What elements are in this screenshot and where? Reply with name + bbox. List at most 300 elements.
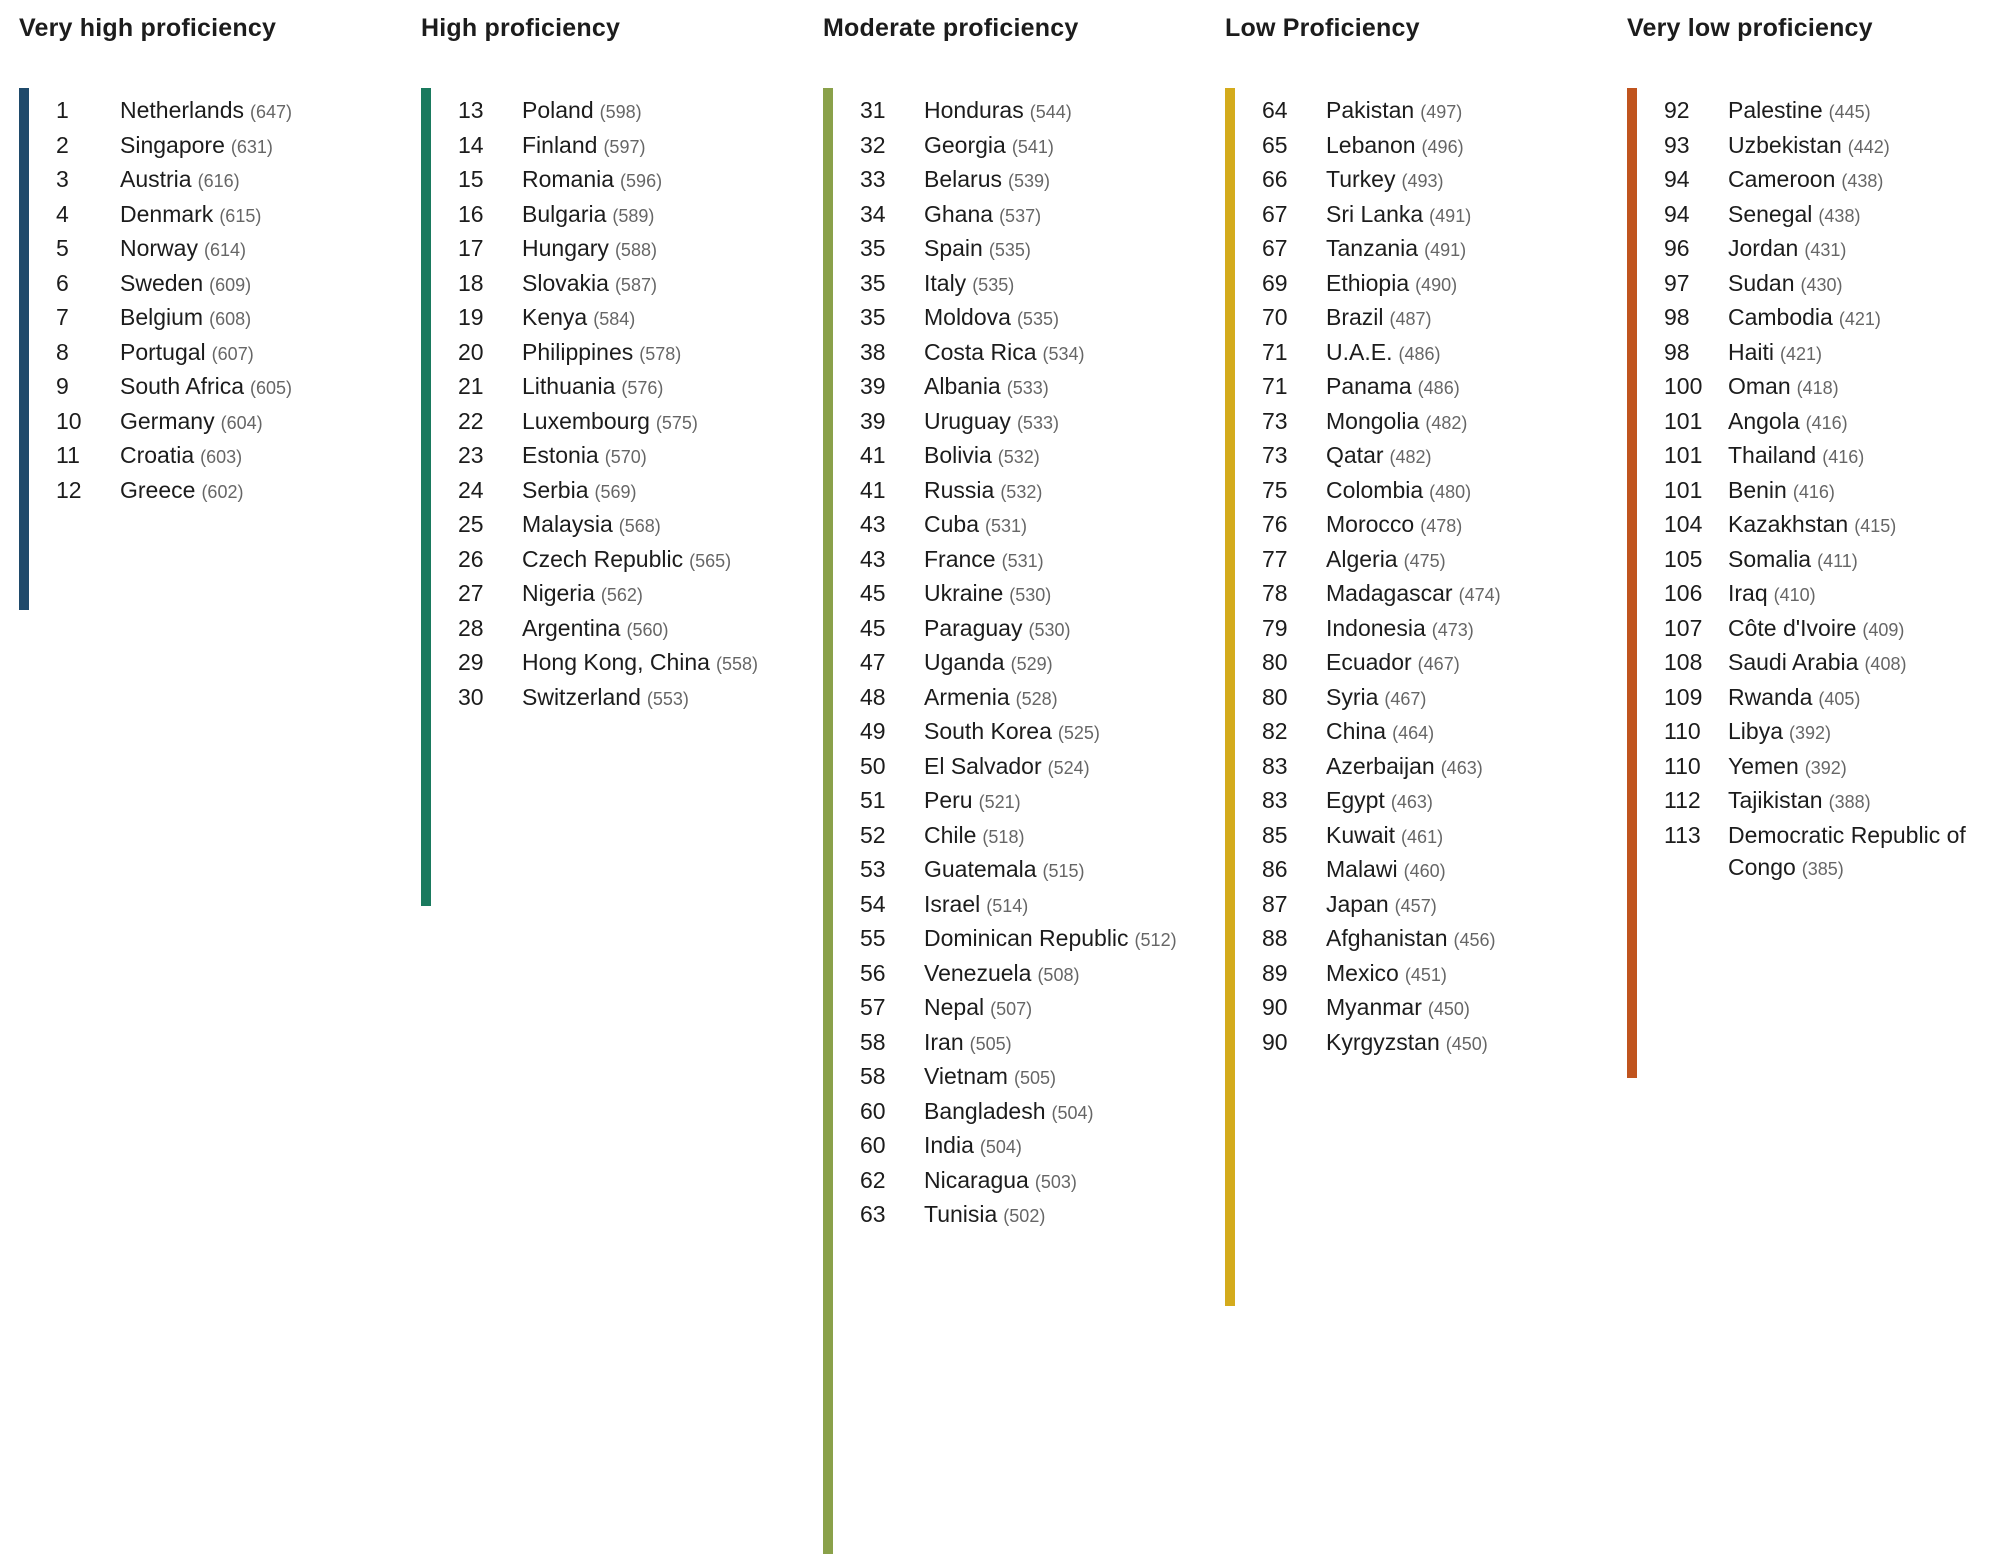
ranking-row <box>1225 232 1625 267</box>
country-name: Philippines <box>522 338 634 365</box>
rank-number: 71 <box>1262 373 1288 399</box>
rank-number: 1 <box>56 97 69 123</box>
country-name: Senegal <box>1728 200 1813 227</box>
country-name: Cambodia <box>1728 304 1833 330</box>
ranking-row <box>421 405 821 440</box>
country-name: Venezuela <box>924 959 1032 986</box>
country-score: (463) <box>1390 792 1433 812</box>
country-entry <box>120 405 390 440</box>
country-entry <box>1728 819 1998 886</box>
country-name: Malaysia <box>522 511 613 537</box>
rank-number: 32 <box>860 131 886 158</box>
rank-number: 108 <box>1664 649 1703 675</box>
rank-number: 45 <box>860 614 886 641</box>
rank-number: 90 <box>1262 1028 1288 1055</box>
ranking-row <box>1627 232 2000 267</box>
country-entry <box>924 405 1194 440</box>
country-entry <box>1326 819 1596 854</box>
country-entry <box>1728 163 1998 198</box>
country-name: Armenia <box>924 683 1010 710</box>
ranking-row <box>1225 991 1625 1026</box>
rank-number: 8 <box>56 338 69 365</box>
rank-number: 88 <box>1262 925 1288 951</box>
country-entry <box>924 1164 1194 1199</box>
ranking-row <box>823 508 1223 543</box>
country-score: (421) <box>1838 309 1881 329</box>
country-name: Bangladesh <box>924 1097 1046 1124</box>
country-score: (535) <box>1016 309 1059 329</box>
ranking-row <box>823 819 1223 854</box>
country-name: Sweden <box>120 269 204 296</box>
country-entry <box>1728 129 1998 164</box>
rank-number: 45 <box>860 580 886 606</box>
rank-number: 77 <box>1262 545 1288 572</box>
ranking-row <box>19 336 419 371</box>
country-entry <box>924 129 1194 164</box>
country-score: (491) <box>1429 205 1472 226</box>
rank-number: 11 <box>56 442 80 468</box>
country-entry <box>522 508 792 543</box>
country-entry <box>1326 232 1596 267</box>
country-score: (493) <box>1401 171 1444 191</box>
ranking-row <box>421 646 821 681</box>
country-score: (416) <box>1792 481 1835 502</box>
country-entry <box>522 370 792 405</box>
rank-number: 15 <box>458 166 484 192</box>
country-score: (503) <box>1034 1171 1077 1192</box>
ranking-row <box>19 439 419 474</box>
ranking-row <box>823 957 1223 992</box>
country-name: Colombia <box>1326 476 1424 503</box>
ranking-row <box>1627 405 2000 440</box>
rank-number: 57 <box>860 994 886 1020</box>
country-name: Brazil <box>1326 304 1384 330</box>
country-entry <box>924 715 1194 750</box>
country-name: France <box>924 545 996 572</box>
country-entry <box>1326 405 1596 440</box>
country-score: (512) <box>1134 930 1177 950</box>
ranking-row <box>823 1164 1223 1199</box>
country-name: Afghanistan <box>1326 925 1448 951</box>
rank-number: 7 <box>56 304 69 330</box>
country-name: Hong Kong, China <box>522 649 710 675</box>
country-score: (616) <box>197 171 240 191</box>
country-entry <box>924 681 1194 716</box>
country-score: (532) <box>997 447 1040 467</box>
country-name: Israel <box>924 890 981 917</box>
rank-number: 96 <box>1664 235 1690 261</box>
ranking-row <box>823 439 1223 474</box>
rank-number: 10 <box>56 407 82 434</box>
country-score: (530) <box>1028 619 1071 640</box>
country-entry <box>1326 853 1596 888</box>
country-name: Lebanon <box>1326 131 1416 158</box>
country-score: (438) <box>1818 205 1861 226</box>
country-score: (431) <box>1804 240 1847 260</box>
ranking-row <box>1225 681 1625 716</box>
ranking-row <box>1627 163 2000 198</box>
rank-number: 67 <box>1262 200 1288 227</box>
country-entry <box>522 646 792 681</box>
country-entry <box>1728 370 1998 405</box>
column-title: Very low proficiency <box>1627 14 1873 42</box>
country-score: (529) <box>1010 654 1053 674</box>
country-name: Mongolia <box>1326 407 1420 434</box>
rank-number: 39 <box>860 407 886 434</box>
country-entry <box>1326 301 1596 336</box>
rank-number: 35 <box>860 304 886 330</box>
country-score: (450) <box>1427 999 1470 1019</box>
country-name: Pakistan <box>1326 97 1415 123</box>
ranking-row <box>1225 370 1625 405</box>
country-score: (535) <box>988 240 1031 260</box>
ranking-row <box>823 370 1223 405</box>
country-entry <box>1326 577 1596 612</box>
rank-number: 29 <box>458 649 484 675</box>
country-score: (596) <box>620 171 663 191</box>
country-entry <box>1326 612 1596 647</box>
country-entry <box>1728 750 1998 785</box>
country-score: (576) <box>621 378 664 398</box>
country-entry <box>924 1060 1194 1095</box>
country-entry <box>1728 543 1998 578</box>
rank-number: 100 <box>1664 373 1703 399</box>
ranking-row <box>421 474 821 509</box>
ranking-row <box>1627 784 2000 819</box>
country-score: (421) <box>1780 343 1823 364</box>
column-title: Moderate proficiency <box>823 14 1079 42</box>
country-entry <box>522 439 792 474</box>
rank-number: 83 <box>1262 752 1288 779</box>
country-entry <box>924 543 1194 578</box>
ranking-row <box>1225 853 1625 888</box>
country-score: (525) <box>1057 723 1100 743</box>
country-name: Uzbekistan <box>1728 131 1842 158</box>
column-title: Low Proficiency <box>1225 14 1420 42</box>
ranking-row <box>19 474 419 509</box>
country-score: (609) <box>209 274 252 295</box>
rank-number: 55 <box>860 925 886 951</box>
ranking-row <box>1627 336 2000 371</box>
rank-number: 16 <box>458 200 484 227</box>
rank-number: 3 <box>56 166 69 192</box>
country-entry <box>924 163 1194 198</box>
country-name: South Africa <box>120 373 245 399</box>
country-score: (456) <box>1453 930 1496 950</box>
country-entry <box>1728 198 1998 233</box>
rank-number: 26 <box>458 545 484 572</box>
rank-number: 76 <box>1262 511 1288 537</box>
country-score: (504) <box>1051 1102 1094 1123</box>
country-entry <box>1728 94 1998 129</box>
country-name: Japan <box>1326 890 1389 917</box>
ranking-row <box>823 543 1223 578</box>
ranking-row <box>823 991 1223 1026</box>
country-name: Finland <box>522 131 598 158</box>
ranking-row <box>823 474 1223 509</box>
country-entry <box>924 439 1194 474</box>
rank-number: 20 <box>458 338 484 365</box>
rank-number: 101 <box>1664 442 1703 468</box>
country-name: Croatia <box>120 442 195 468</box>
ranking-row <box>823 1026 1223 1061</box>
country-score: (392) <box>1804 757 1847 778</box>
country-entry <box>1326 957 1596 992</box>
country-score: (482) <box>1389 447 1432 467</box>
ranking-row <box>421 577 821 612</box>
country-entry <box>1728 681 1998 716</box>
rank-number: 12 <box>56 476 82 503</box>
country-name: Jordan <box>1728 235 1799 261</box>
country-name: Haiti <box>1728 338 1775 365</box>
country-score: (518) <box>982 826 1025 847</box>
country-name: Denmark <box>120 200 214 227</box>
ranking-row <box>421 94 821 129</box>
country-entry <box>522 405 792 440</box>
country-entry <box>1326 1026 1596 1061</box>
rank-number: 22 <box>458 407 484 434</box>
rank-number: 64 <box>1262 97 1288 123</box>
rank-number: 71 <box>1262 338 1288 365</box>
country-entry <box>924 1095 1194 1130</box>
country-entry <box>1728 232 1998 267</box>
country-entry <box>1728 646 1998 681</box>
ranking-row <box>823 1060 1223 1095</box>
rank-number: 60 <box>860 1132 886 1158</box>
rank-number: 89 <box>1262 959 1288 986</box>
country-entry <box>1326 267 1596 302</box>
country-name: Tanzania <box>1326 235 1419 261</box>
country-score: (451) <box>1404 964 1447 985</box>
rank-number: 73 <box>1262 442 1288 468</box>
rank-number: 27 <box>458 580 484 606</box>
country-entry <box>1326 715 1596 750</box>
rank-number: 62 <box>860 1166 886 1193</box>
ranking-row <box>1225 129 1625 164</box>
country-entry <box>1728 715 1998 750</box>
rank-number: 75 <box>1262 476 1288 503</box>
ranking-row <box>1225 163 1625 198</box>
country-name: Singapore <box>120 131 225 158</box>
rank-number: 39 <box>860 373 886 399</box>
country-name: Palestine <box>1728 97 1823 123</box>
country-entry <box>120 267 390 302</box>
country-score: (587) <box>614 274 657 295</box>
country-entry <box>120 163 390 198</box>
country-entry <box>1728 612 1998 647</box>
country-name: Portugal <box>120 338 206 365</box>
ranking-row <box>823 301 1223 336</box>
country-name: Nigeria <box>522 580 595 606</box>
country-score: (467) <box>1384 688 1427 709</box>
ranking-row <box>1627 543 2000 578</box>
ranking-row <box>19 163 419 198</box>
ranking-row <box>1627 646 2000 681</box>
rank-number: 63 <box>860 1201 886 1227</box>
country-entry <box>522 94 792 129</box>
ranking-row <box>19 198 419 233</box>
country-name: Cameroon <box>1728 166 1836 192</box>
ranking-row <box>19 267 419 302</box>
country-score: (491) <box>1424 240 1467 260</box>
rank-number: 49 <box>860 718 886 744</box>
rank-number: 92 <box>1664 97 1690 123</box>
rank-number: 106 <box>1664 580 1703 606</box>
country-entry <box>522 301 792 336</box>
country-score: (514) <box>986 895 1029 916</box>
ranking-row <box>1627 715 2000 750</box>
country-entry <box>1326 439 1596 474</box>
country-entry <box>120 94 390 129</box>
country-name: Iraq <box>1728 580 1768 606</box>
country-entry <box>924 301 1194 336</box>
country-score: (475) <box>1403 550 1446 571</box>
country-name: Indonesia <box>1326 614 1426 641</box>
country-name: Nepal <box>924 994 985 1020</box>
country-score: (411) <box>1817 550 1858 571</box>
country-score: (408) <box>1864 654 1907 674</box>
country-score: (607) <box>211 343 254 364</box>
country-entry <box>120 439 390 474</box>
ranking-row <box>1627 370 2000 405</box>
country-name: Russia <box>924 476 995 503</box>
country-score: (460) <box>1403 861 1446 881</box>
country-name: Tunisia <box>924 1201 998 1227</box>
country-entry <box>1326 646 1596 681</box>
country-score: (473) <box>1431 619 1474 640</box>
country-name: Madagascar <box>1326 580 1453 606</box>
country-score: (418) <box>1796 378 1839 398</box>
country-score: (588) <box>614 240 657 260</box>
rank-number: 5 <box>56 235 69 261</box>
country-entry <box>1326 474 1596 509</box>
country-entry <box>1728 301 1998 336</box>
ranking-row <box>19 370 419 405</box>
country-entry <box>1728 474 1998 509</box>
country-entry <box>924 750 1194 785</box>
country-name: Belarus <box>924 166 1002 192</box>
country-score: (486) <box>1398 343 1441 364</box>
country-score: (615) <box>219 205 262 226</box>
ranking-row <box>1627 94 2000 129</box>
rank-number: 18 <box>458 269 484 296</box>
rank-number: 28 <box>458 614 484 641</box>
country-name: Sri Lanka <box>1326 200 1424 227</box>
rank-number: 21 <box>458 373 484 399</box>
country-name: Oman <box>1728 373 1791 399</box>
rank-number: 4 <box>56 200 69 227</box>
country-name: Moldova <box>924 304 1011 330</box>
ranking-row <box>823 646 1223 681</box>
ranking-row <box>823 405 1223 440</box>
country-entry <box>1728 405 1998 440</box>
rank-number: 9 <box>56 373 69 399</box>
country-name: Myanmar <box>1326 994 1422 1020</box>
ranking-row <box>19 405 419 440</box>
rank-number: 53 <box>860 856 886 882</box>
country-entry <box>1728 267 1998 302</box>
country-score: (544) <box>1029 102 1072 122</box>
rank-number: 93 <box>1664 131 1690 158</box>
country-name: Malawi <box>1326 856 1398 882</box>
country-entry <box>1326 922 1596 957</box>
rank-number: 105 <box>1664 545 1703 572</box>
country-name: Serbia <box>522 476 589 503</box>
country-name: Belgium <box>120 304 204 330</box>
rank-number: 41 <box>860 476 886 503</box>
country-score: (589) <box>612 205 655 226</box>
country-entry <box>522 267 792 302</box>
country-name: Turkey <box>1326 166 1396 192</box>
country-score: (416) <box>1805 412 1848 433</box>
country-entry <box>1326 991 1596 1026</box>
ranking-row <box>1627 750 2000 785</box>
country-name: Vietnam <box>924 1063 1008 1089</box>
country-score: (430) <box>1800 274 1843 295</box>
country-score: (608) <box>209 309 252 329</box>
country-entry <box>924 922 1194 957</box>
ranking-row <box>1627 819 2000 886</box>
country-name: Romania <box>522 166 615 192</box>
country-entry <box>924 957 1194 992</box>
rank-number: 19 <box>458 304 484 330</box>
country-name: Democratic Republic of Congo <box>1728 821 1966 880</box>
country-score: (410) <box>1773 585 1816 605</box>
ranking-row <box>1225 957 1625 992</box>
country-name: El Salvador <box>924 752 1042 779</box>
ranking-list <box>421 94 821 715</box>
rank-number: 87 <box>1262 890 1288 917</box>
country-name: Switzerland <box>522 683 641 710</box>
rank-number: 35 <box>860 269 886 296</box>
ranking-row <box>823 612 1223 647</box>
country-name: Cuba <box>924 511 979 537</box>
country-name: Ghana <box>924 200 994 227</box>
country-name: U.A.E. <box>1326 338 1393 365</box>
country-name: Bolivia <box>924 442 992 468</box>
country-entry <box>1728 336 1998 371</box>
ranking-row <box>421 508 821 543</box>
country-name: Lithuania <box>522 373 616 399</box>
rank-number: 107 <box>1664 614 1703 641</box>
country-entry <box>924 474 1194 509</box>
country-entry <box>1326 198 1596 233</box>
country-name: Guatemala <box>924 856 1037 882</box>
rank-number: 98 <box>1664 304 1690 330</box>
country-entry <box>924 370 1194 405</box>
ranking-row <box>421 336 821 371</box>
country-entry <box>1326 508 1596 543</box>
country-entry <box>924 267 1194 302</box>
ranking-row <box>421 681 821 716</box>
country-score: (464) <box>1392 723 1435 743</box>
ranking-row <box>1225 439 1625 474</box>
rank-number: 101 <box>1664 407 1703 434</box>
rank-number: 109 <box>1664 683 1703 710</box>
country-entry <box>1326 370 1596 405</box>
ranking-row <box>421 370 821 405</box>
country-score: (490) <box>1415 274 1458 295</box>
ranking-row <box>1627 129 2000 164</box>
country-score: (438) <box>1841 171 1884 191</box>
ranking-row <box>823 715 1223 750</box>
country-score: (504) <box>979 1137 1022 1157</box>
rank-number: 24 <box>458 476 484 503</box>
ranking-row <box>1627 681 2000 716</box>
country-entry <box>522 612 792 647</box>
country-name: Rwanda <box>1728 683 1813 710</box>
country-name: Bulgaria <box>522 200 607 227</box>
